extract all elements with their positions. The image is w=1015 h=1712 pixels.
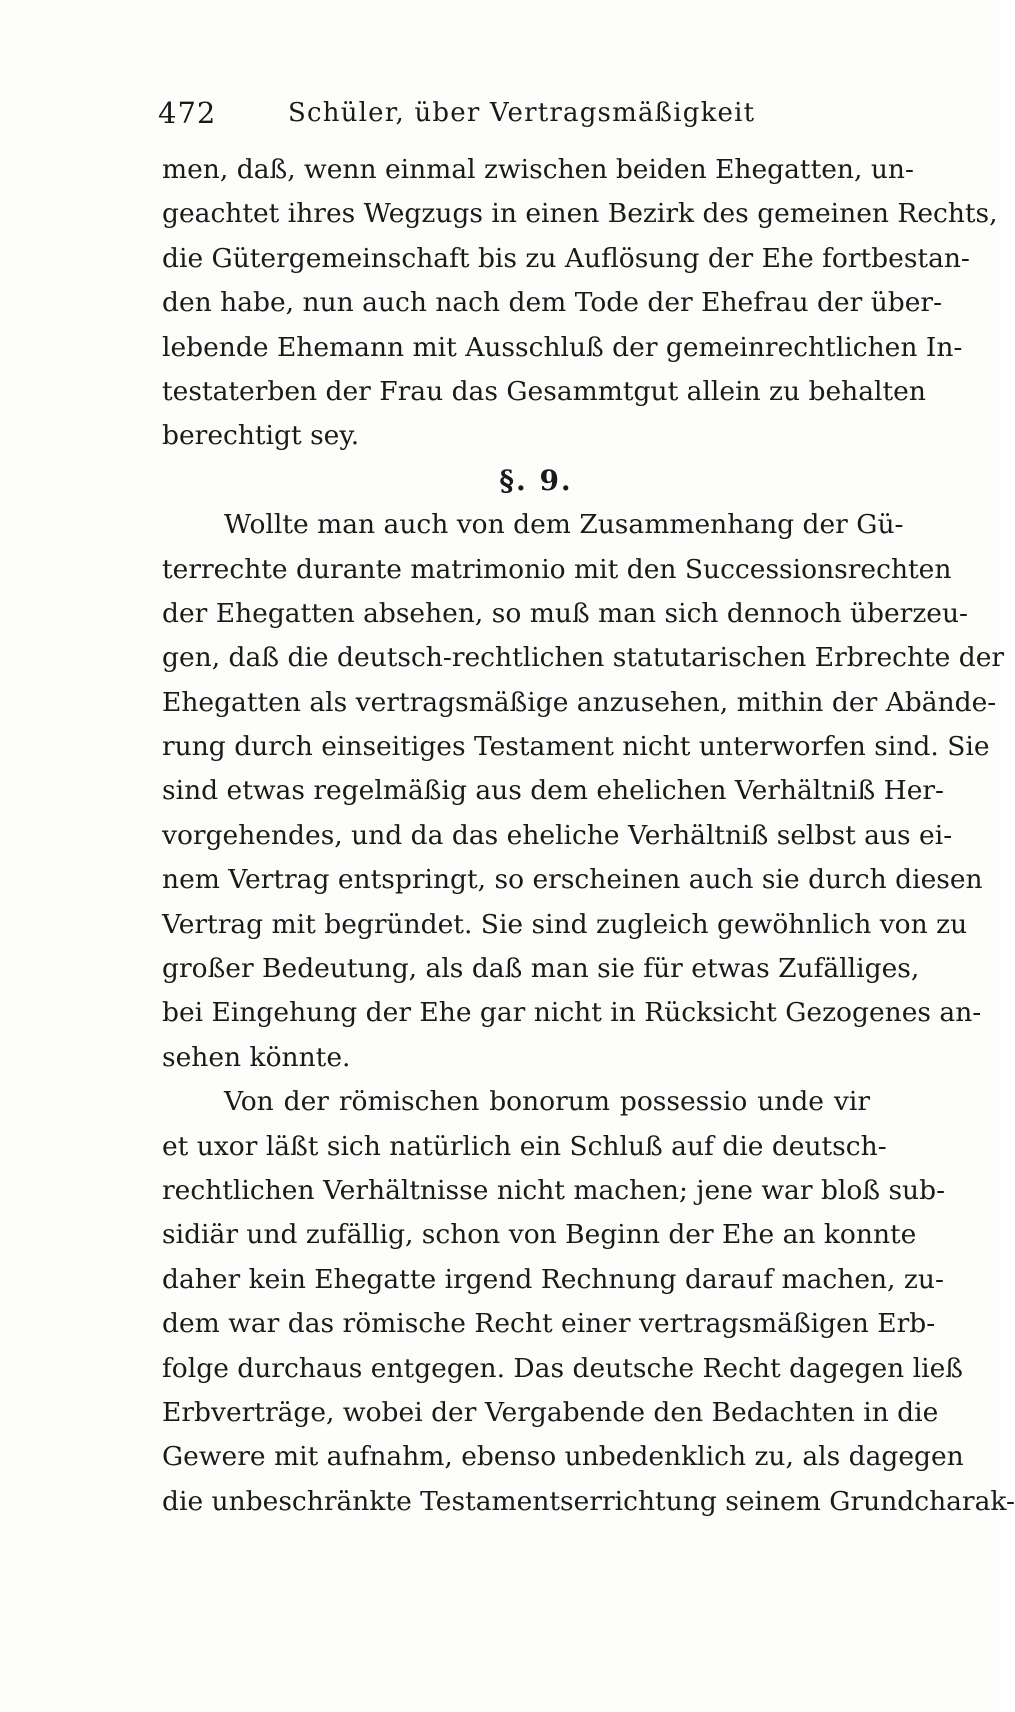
text-line: daher kein Ehegatte irgend Rechnung darauf machen, zu- [162, 1263, 944, 1295]
text-line: gen, daß die deutsch-rechtlichen statutarischen Erbrechte der [162, 642, 1005, 674]
text-line: Von der römischen bonorum possessio unde vir [224, 1086, 870, 1118]
section-heading: §. 9. [499, 463, 573, 497]
text-line: berechtigt sey. [162, 420, 360, 452]
text-line: rechtlichen Verhältnisse nicht machen; jene war bloß sub- [162, 1174, 946, 1206]
text-line: die Gütergemeinschaft bis zu Auflösung der Ehe fortbestan- [162, 242, 970, 274]
text-line: sidiär und zufällig, schon von Beginn der Ehe an konnte [162, 1219, 917, 1251]
text-line: geachtet ihres Wegzugs in einen Bezirk des gemeinen Rechts, [162, 198, 998, 230]
text-line: Vertrag mit begründet. Sie sind zugleich gewöhnlich von zu [162, 908, 968, 940]
text-line: Erbverträge, wobei der Vergabende den Bedachten in die [162, 1396, 939, 1428]
page-number: 472 [158, 96, 217, 130]
text-line: testaterben der Frau das Gesammtgut allein zu behalten [162, 375, 926, 407]
text-line: dem war das römische Recht einer vertragsmäßigen Erb- [162, 1308, 936, 1340]
text-line: großer Bedeutung, als daß man sie für etwas Zufälliges, [162, 953, 920, 985]
text-line: nem Vertrag entspringt, so erscheinen auch sie durch diesen [162, 864, 983, 896]
text-line: sehen könnte. [162, 1041, 351, 1073]
text-line: sind etwas regelmäßig aus dem ehelichen Verhältniß Her- [162, 775, 945, 807]
text-line: Wollte man auch von dem Zusammenhang der Gü- [224, 509, 904, 541]
text-line: Gewere mit aufnahm, ebenso unbedenklich zu, als dagegen [162, 1441, 964, 1473]
text-line: die unbeschränkte Testamentserrichtung seinem Grundcharak- [162, 1485, 1015, 1517]
text-line: rung durch einseitiges Testament nicht unterworfen sind. Sie [162, 731, 990, 763]
running-title: Schüler, über Vertragsmäßigkeit [288, 98, 756, 128]
text-line: den habe, nun auch nach dem Tode der Ehefrau der über- [162, 287, 943, 319]
text-line: bei Eingehung der Ehe gar nicht in Rücksicht Gezogenes an- [162, 997, 982, 1029]
text-line: lebende Ehemann mit Ausschluß der gemeinrechtlichen In- [162, 331, 963, 363]
body-text [162, 148, 1015, 1524]
text-line: Ehegatten als vertragsmäßige anzusehen, mithin der Abände- [162, 686, 997, 718]
text-line: men, daß, wenn einmal zwischen beiden Ehegatten, un- [162, 154, 914, 185]
text-line: terrechte durante matrimonio mit den Successionsrechten [162, 553, 952, 585]
page-header [158, 96, 858, 136]
text-line: vorgehendes, und da das eheliche Verhältniß selbst aus ei- [162, 819, 953, 851]
text-line: folge durchaus entgegen. Das deutsche Recht dagegen ließ [162, 1352, 963, 1384]
text-line: der Ehegatten absehen, so muß man sich dennoch überzeu- [162, 597, 969, 629]
text-line: et uxor läßt sich natürlich ein Schluß auf die deutsch- [162, 1130, 887, 1162]
